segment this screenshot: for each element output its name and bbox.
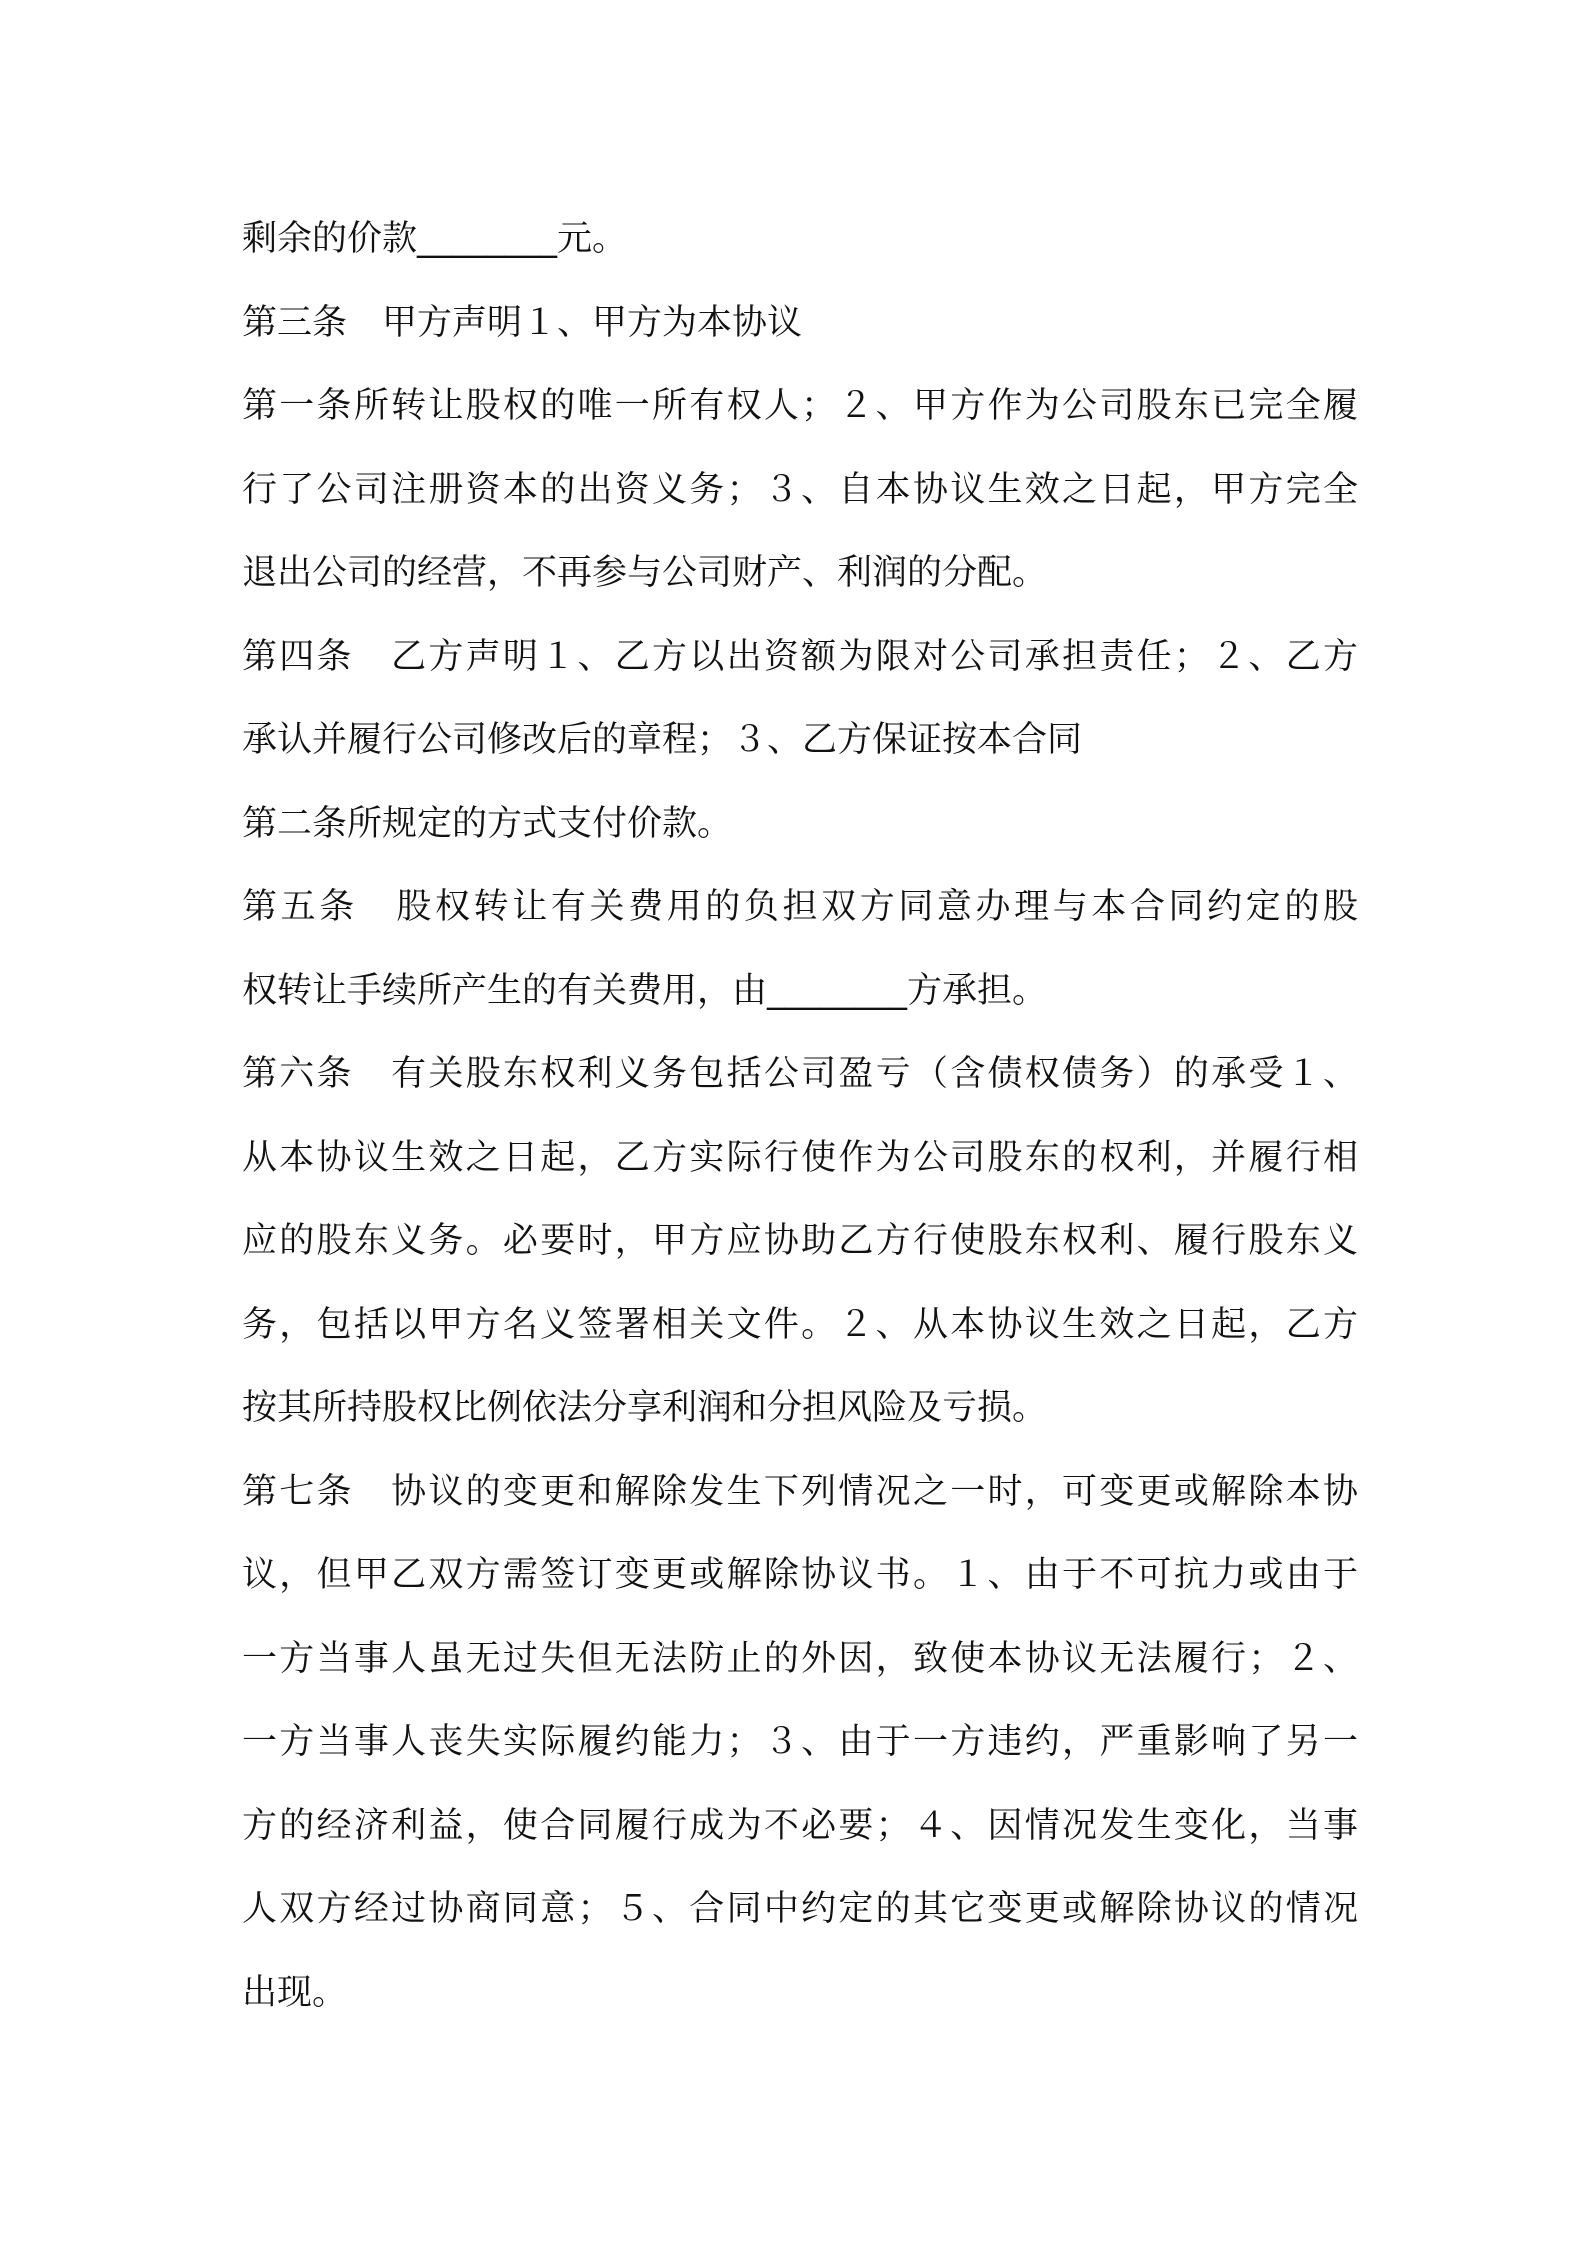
text-line: 第一条所转让股权的唯一所有权人；２、甲方作为公司股东已完全履 (242, 386, 1358, 426)
text-line: 人双方经过协商同意；５、合同中约定的其它变更或解除协议的情况 (242, 1889, 1358, 1929)
text-line: 务，包括以甲方名义签署相关文件。２、从本协议生效之日起，乙方 (242, 1304, 1358, 1345)
document-body (242, 198, 1358, 2035)
text-line: 剩余的价款________元。 (242, 219, 628, 259)
text-line: 一方当事人丧失实际履约能力；３、由于一方违约，严重影响了另一 (242, 1722, 1358, 1762)
text-line: 承认并履行公司修改后的章程；３、乙方保证按本合同 (242, 720, 1083, 760)
text-line: 第二条所规定的方式支付价款。 (242, 803, 733, 844)
text-line: 第七条 协议的变更和解除发生下列情况之一时，可变更或解除本协 (242, 1471, 1358, 1512)
text-line: 行了公司注册资本的出资义务；３、自本协议生效之日起，甲方完全 (242, 469, 1358, 510)
text-line: 第五条 股权转让有关费用的负担双方同意办理与本合同约定的股 (242, 887, 1358, 927)
text-line: 第三条 甲方声明１、甲方为本协议 (242, 302, 803, 343)
text-line: 应的股东义务。必要时，甲方应协助乙方行使股东权利、履行股东义 (242, 1221, 1358, 1261)
text-line: 一方当事人虽无过失但无法防止的外因，致使本协议无法履行；２、 (242, 1638, 1358, 1679)
text-line: 第六条 有关股东权利义务包括公司盈亏（含债权债务）的承受１、 (242, 1054, 1358, 1094)
text-line: 方的经济利益，使合同履行成为不必要；４、因情况发生变化，当事 (242, 1805, 1358, 1846)
text-line: 议，但甲乙双方需签订变更或解除协议书。１、由于不可抗力或由于 (242, 1555, 1358, 1595)
text-line: 退出公司的经营，不再参与公司财产、利润的分配。 (242, 553, 1048, 593)
text-line: 出现。 (242, 1972, 348, 2013)
text-line: 从本协议生效之日起，乙方实际行使作为公司股东的权利，并履行相 (242, 1137, 1358, 1178)
text-line: 权转让手续所产生的有关费用，由________方承担。 (242, 970, 1048, 1011)
text-line: 第四条 乙方声明１、乙方以出资额为限对公司承担责任；２、乙方 (242, 636, 1358, 677)
text-line: 按其所持股权比例依法分享利润和分担风险及亏损。 (242, 1388, 1048, 1428)
